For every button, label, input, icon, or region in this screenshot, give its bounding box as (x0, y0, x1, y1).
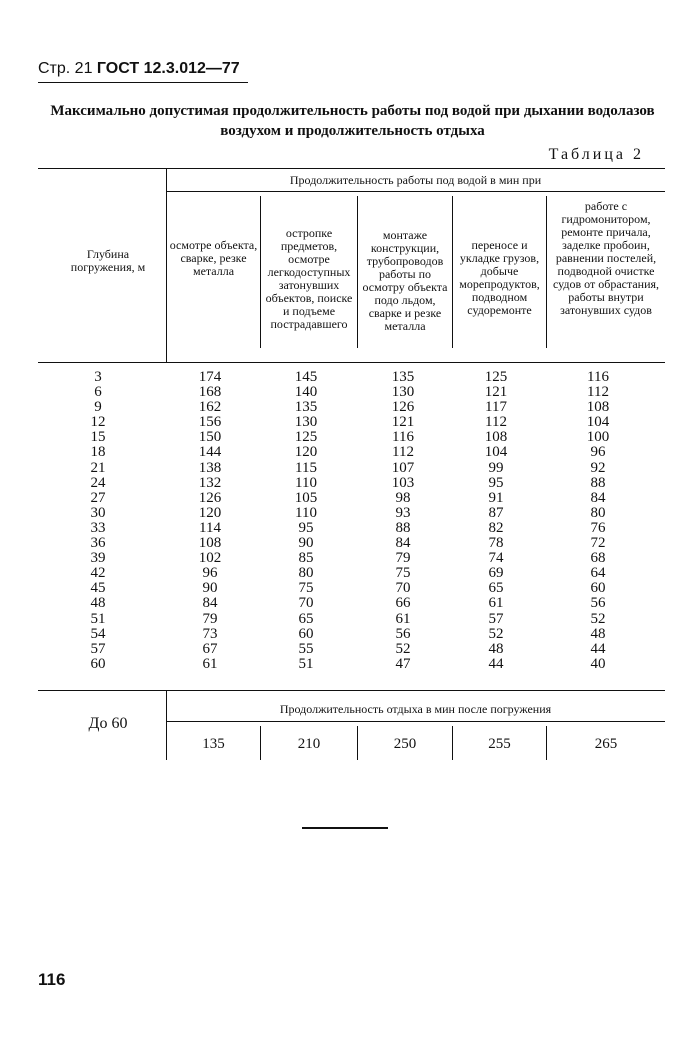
values-column-2 (268, 370, 344, 672)
value-cell: 74 (488, 550, 504, 567)
value-cell: 61 (488, 595, 504, 612)
value-cell: 130 (294, 414, 318, 431)
value-cell: 116 (587, 369, 609, 385)
value-cell: 56 (395, 625, 411, 642)
value-cell: 40 (590, 655, 606, 672)
value-cell: 93 (395, 504, 411, 521)
rest-value-4: 255 (488, 736, 511, 752)
header-rule (38, 82, 248, 83)
value-cell: 108 (198, 535, 222, 552)
value-cell: 110 (295, 474, 317, 491)
rest-header: Продолжительность отдыха в мин после погружения (279, 702, 552, 716)
depth-cell: 15 (90, 429, 106, 446)
value-cell: 114 (199, 519, 221, 536)
table-top-rule (38, 168, 665, 169)
depth-cell: 3 (94, 369, 102, 385)
value-cell: 85 (298, 550, 314, 567)
value-cell: 99 (488, 459, 504, 476)
col-header-4: переносе и укладке грузов, добыче морепродуктов, подводном судоремонте (459, 238, 540, 317)
value-cell: 90 (298, 535, 314, 552)
value-cell: 44 (590, 640, 606, 657)
depth-header: Глубина погружения, м (70, 247, 146, 274)
value-cell: 138 (198, 459, 222, 476)
value-cell: 70 (395, 580, 411, 597)
depth-cell: 60 (90, 655, 106, 672)
col-header-2: остропке предметов, осмотре легкодоступных затонувших объектов, поиске и подъеме пострадавшего (265, 226, 353, 331)
work-group-header: Продолжительность работы под водой в мин при (289, 173, 542, 187)
body-bottom-rule (38, 690, 665, 691)
value-cell: 60 (298, 625, 314, 642)
depth-cell: 9 (94, 399, 102, 416)
values-column-1 (172, 370, 248, 672)
rest-header-rule (166, 721, 665, 722)
value-cell: 140 (294, 384, 318, 401)
depth-cell: 57 (90, 640, 106, 657)
value-cell: 108 (484, 429, 508, 446)
value-cell: 168 (198, 384, 222, 401)
value-cell: 126 (198, 489, 222, 506)
table-label: Таблица 2 (548, 146, 644, 163)
value-cell: 51 (298, 655, 314, 672)
value-cell: 91 (488, 489, 504, 506)
value-cell: 55 (298, 640, 314, 657)
value-cell: 120 (294, 444, 318, 461)
gost-code: ГОСТ 12.3.012—77 (96, 60, 240, 77)
value-cell: 112 (485, 414, 507, 431)
values-column-4 (458, 370, 534, 672)
depth-cell: 24 (90, 474, 106, 491)
value-cell: 126 (391, 399, 415, 416)
value-cell: 121 (391, 414, 415, 431)
value-cell: 120 (198, 504, 222, 521)
value-cell: 76 (590, 519, 606, 536)
value-cell: 69 (488, 565, 504, 582)
value-cell: 48 (590, 625, 606, 642)
value-cell: 104 (484, 444, 508, 461)
values-column-5 (560, 370, 636, 672)
value-cell: 105 (294, 489, 318, 506)
depth-cell: 45 (90, 580, 106, 597)
value-cell: 78 (488, 535, 504, 552)
value-cell: 61 (395, 610, 411, 627)
value-cell: 116 (392, 429, 414, 446)
value-cell: 66 (395, 595, 411, 612)
depth-cell: 33 (90, 519, 106, 536)
value-cell: 125 (294, 429, 318, 446)
value-cell: 57 (488, 610, 504, 627)
value-cell: 110 (295, 504, 317, 521)
value-cell: 162 (198, 399, 222, 416)
value-cell: 130 (391, 384, 415, 401)
value-cell: 135 (391, 369, 415, 385)
value-cell: 100 (586, 429, 610, 446)
value-cell: 65 (488, 580, 504, 597)
rest-value-1: 135 (202, 736, 225, 752)
value-cell: 79 (202, 610, 218, 627)
value-cell: 61 (202, 655, 218, 672)
depth-cell: 18 (90, 444, 106, 461)
depth-cell: 54 (90, 625, 106, 642)
footer-rule (302, 827, 388, 829)
value-cell: 47 (395, 655, 411, 672)
value-cell: 135 (294, 399, 318, 416)
value-cell: 60 (590, 580, 606, 597)
depth-cell: 39 (90, 550, 106, 567)
value-cell: 98 (395, 489, 411, 506)
value-cell: 95 (298, 519, 314, 536)
value-cell: 150 (198, 429, 222, 446)
value-cell: 125 (484, 369, 508, 385)
col-header-3: монтаже конструкции, трубопроводов работы по осмотру объекта подо льдом, сварке и резке металла (362, 228, 448, 333)
depth-cell: 6 (94, 384, 102, 401)
rest-value-5: 265 (594, 736, 618, 752)
rest-value-2: 210 (297, 736, 321, 752)
value-cell: 108 (586, 399, 610, 416)
depth-cell: 30 (90, 504, 106, 521)
value-cell: 52 (590, 610, 606, 627)
value-cell: 117 (485, 399, 507, 416)
value-cell: 104 (586, 414, 610, 431)
value-cell: 88 (590, 474, 606, 491)
value-cell: 96 (590, 444, 606, 461)
depth-cell: 48 (90, 595, 106, 612)
value-cell: 102 (198, 550, 222, 567)
value-cell: 107 (391, 459, 415, 476)
value-cell: 64 (590, 565, 606, 582)
value-cell: 87 (488, 504, 504, 521)
rest-depth: До 60 (88, 715, 128, 732)
page-ref: Стр. 21 (38, 60, 93, 77)
value-cell: 88 (395, 519, 411, 536)
depth-column (60, 370, 136, 672)
page-number: 116 (38, 970, 66, 989)
value-cell: 112 (392, 444, 414, 461)
values-column-3 (365, 370, 441, 672)
depth-cell: 21 (90, 459, 106, 476)
value-cell: 73 (202, 625, 218, 642)
value-cell: 80 (298, 565, 314, 582)
value-cell: 174 (198, 369, 222, 385)
value-cell: 65 (298, 610, 314, 627)
value-cell: 92 (590, 459, 606, 476)
value-cell: 145 (294, 369, 318, 385)
rest-value-3: 250 (393, 736, 417, 752)
value-cell: 52 (488, 625, 504, 642)
col-header-5: работе с гидромонитором, ремонте причала, заделке пробоин, равнении постелей, подводной очистке судов от обрастания, работы внутри затонувших судов (552, 199, 660, 317)
value-cell: 115 (295, 459, 317, 476)
value-cell: 95 (488, 474, 504, 491)
depth-cell: 42 (90, 565, 106, 582)
value-cell: 84 (590, 489, 606, 506)
value-cell: 79 (395, 550, 411, 567)
depth-cell: 36 (90, 535, 106, 552)
value-cell: 72 (590, 535, 606, 552)
value-cell: 156 (198, 414, 222, 431)
value-cell: 80 (590, 504, 606, 521)
value-cell: 82 (488, 519, 504, 536)
value-cell: 70 (298, 595, 314, 612)
value-cell: 75 (298, 580, 314, 597)
value-cell: 84 (395, 535, 411, 552)
value-cell: 56 (590, 595, 606, 612)
value-cell: 75 (395, 565, 411, 582)
value-cell: 52 (395, 640, 411, 657)
value-cell: 144 (198, 444, 222, 461)
page-header (38, 60, 240, 78)
depth-cell: 27 (90, 489, 106, 506)
header-bottom-rule (38, 362, 665, 363)
value-cell: 121 (484, 384, 508, 401)
table-title: Максимально допустимая продолжительность работы под водой при дыхании водолазов воздухом и продолжительность отдыха (50, 103, 655, 139)
depth-cell: 12 (90, 414, 106, 431)
depth-cell: 51 (90, 610, 106, 627)
value-cell: 132 (198, 474, 222, 491)
value-cell: 90 (202, 580, 218, 597)
value-cell: 84 (202, 595, 218, 612)
value-cell: 96 (202, 565, 218, 582)
value-cell: 68 (590, 550, 606, 567)
group-header-rule (166, 191, 665, 192)
value-cell: 44 (488, 655, 504, 672)
col-header-1: осмотре объекта, сварке, резке металла (169, 238, 258, 278)
value-cell: 112 (587, 384, 609, 401)
value-cell: 67 (202, 640, 218, 657)
value-cell: 48 (488, 640, 504, 657)
value-cell: 103 (391, 474, 415, 491)
